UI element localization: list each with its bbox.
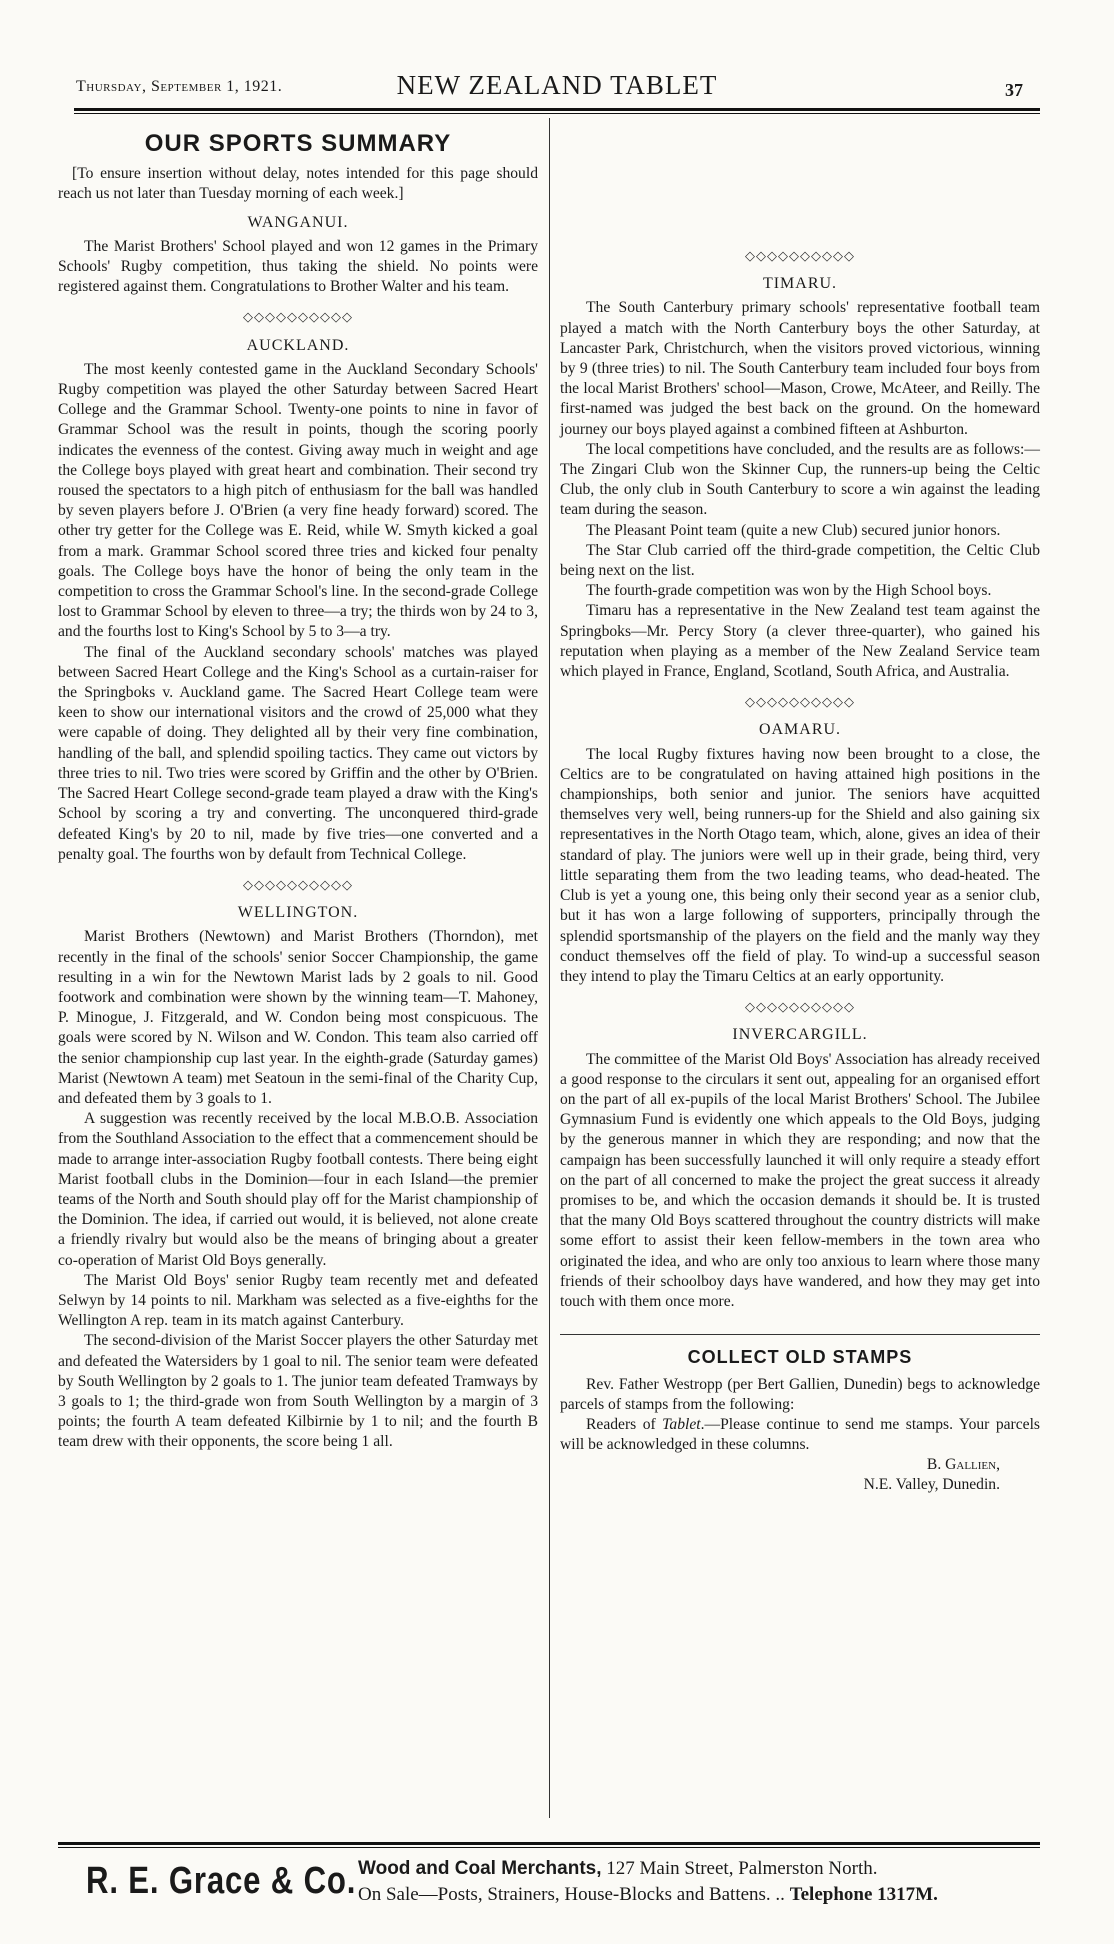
wellington-paragraph-1: Marist Brothers (Newtown) and Marist Brothers (Thorndon), met recently in the final of the schools' senior Soccer Championship, the game resulting in a win for the Newtown Marist lads by 2 goals to nil. Good footwork and combination were shown by the winning team—T. Mahoney, P. Minogue, J. Fitzgerald, and W. Condon being most conspicuous. The goals were scored by N. Wilson and W. Condon. This team also carried off the senior championship cup last year. In the eighth-grade (Saturday games) Marist (Newtown A team) met Seatoun in the semi-final of the Charity Cup, and defeated them by 3 goals to 1. [58, 928, 538, 1107]
auckland-heading: AUCKLAND. [246, 336, 350, 354]
ornament-divider: ◇◇◇◇◇◇◇◇◇◇ [745, 694, 855, 710]
ornament-divider: ◇◇◇◇◇◇◇◇◇◇ [745, 999, 855, 1015]
stamps-paragraph-1: Rev. Father Westropp (per Bert Gallien, Dunedin) begs to acknowledge parcels of stamps from the following: [560, 1376, 1040, 1414]
advertiser-products: On Sale—Posts, Strainers, House-Blocks and Battens. .. [358, 1884, 790, 1905]
advertiser-line-2 [358, 1884, 938, 1906]
wellington-heading: WELLINGTON. [237, 904, 359, 922]
right-column [560, 236, 1040, 1495]
masthead-title: NEW ZEALAND TABLET [396, 70, 718, 100]
page-number: 37 [1005, 80, 1023, 100]
wellington-paragraph-4: The second-division of the Marist Soccer players the other Saturday met and defeated the Watersiders by 1 goal to nil. The senior team were defeated by South Wellington by 2 goals to 1. The junior team defeated Tramways by 3 goals to 1; the third-grade won from South Wellington by a margin of 3 points; the fourth A team defeated Kilbirnie by 1 to nil; and the fourth B team drew with their opponents, the score being 1 all. [58, 1332, 538, 1451]
advertiser-trade: Wood and Coal Merchants, [358, 1858, 602, 1879]
stamps-address: N.E. Valley, Dunedin. [863, 1476, 1000, 1494]
timaru-heading: TIMARU. [762, 275, 838, 293]
timaru-paragraph-2: The local competitions have concluded, and the results are as follows:—The Zingari Club won the Skinner Cup, the runners-up being the Celtic Club, the only club in South Canterbury to score a win against the leading team during the season. [560, 440, 1040, 519]
collect-stamps-title: COLLECT OLD STAMPS [687, 1347, 913, 1368]
oamaru-paragraph: The local Rugby fixtures having now been brought to a close, the Celtics are to be congratulated on having attained high positions in the championships, both senior and junior. The seniors have acquitted themselves very well, being runners-up for the Shield and also gaining six representatives in the North Otago team, which, alone, gives an idea of their standard of play. The juniors were well up in their grade, being third, very little separating them from the two leading teams, who dead-heated. The Club is yet a young one, this being only their second year as a senior club, but it has won a large following of supporters, principally through the splendid sportsmanship of the players on the field and the manly way they conduct themselves off the field of play. To wind-up a successful season they intend to play the Timaru Celtics at an early opportunity. [560, 745, 1040, 985]
stamps-p2-post: .—Please continue to send me stamps. Your parcels will be acknowledged in these columns. [560, 1416, 1040, 1454]
advertiser-address: 127 Main Street, Palmerston North. [601, 1858, 878, 1879]
stamps-signature: B. Gallien, [926, 1456, 1000, 1474]
timaru-paragraph-3: The Pleasant Point team (quite a new Club) secured junior honors. [586, 521, 1001, 539]
timaru-paragraph-6: Timaru has a representative in the New Zealand test team against the Springboks—Mr. Percy Story (a clever three-quarter), who gained his reputation when playing as a member of the New Zealand Service team which played in France, England, Scotland, South Africa, and Australia. [560, 602, 1040, 681]
ornament-divider: ◇◇◇◇◇◇◇◇◇◇ [243, 309, 353, 325]
oamaru-heading: OAMARU. [758, 721, 842, 739]
wanganui-paragraph: The Marist Brothers' School played and won 12 games in the Primary Schools' Rugby competition, thus taking the shield. No points were registered against them. Congratulations to Brother Walter and his team. [58, 237, 538, 296]
stamps-p2-pre: Readers of [586, 1416, 663, 1434]
invercargill-paragraph: The committee of the Marist Old Boys' Association has already received a good response to the circulars it sent out, appealing for an organised effort on the part of all ex-pupils of the local Marist Brothers' School. The Jubilee Gymnasium Fund is evidently one which appeals to the Old Boys, judging by the generous manner in which they are responding; and now that the campaign has been successfully launched it will only require a steady effort on the part of all concerned to make the project the great success it already promises to be, and which the occasion demands it should be. It is trusted that the many Old Boys scattered throughout the country districts will make some effort to assist their keen fellow-members in the town area who originated the idea, and who are only too anxious to learn where those many friends of their schoolboy days have wandered, and how they may get into touch with them once more. [560, 1050, 1040, 1310]
advertiser-name: R. E. Grace & Co. [86, 1860, 357, 1902]
wellington-paragraph-3: The Marist Old Boys' senior Rugby team recently met and defeated Selwyn by 14 points to nil. Markham was selected as a five-eighths for the Wellington A rep. team in its match against Canterbury. [58, 1271, 538, 1330]
timaru-paragraph-1: The South Canterbury primary schools' representative football team played a match with the North Canterbury boys the other Saturday, at Lancaster Park, Christchurch, when the visitors proved victorious, winning by 9 (three tries) to nil. The South Canterbury team included four boys from the local Marist Brothers' school—Mason, Crowe, McAteer, and Reilly. The first-named was judged the best back on the ground. On the homeward journey our boys played against a combined fifteen at Ashburton. [560, 299, 1040, 438]
wanganui-heading: WANGANUI. [247, 213, 349, 231]
sports-summary-title: OUR SPORTS SUMMARY [144, 130, 452, 157]
invercargill-heading: INVERCARGILL. [732, 1026, 868, 1044]
stamps-p2-tablet: Tablet [662, 1416, 701, 1434]
ornament-divider: ◇◇◇◇◇◇◇◇◇◇ [243, 876, 353, 892]
advertiser-telephone: Telephone 1317M. [789, 1884, 938, 1905]
stamps-rule [560, 1334, 1040, 1335]
ornament-divider: ◇◇◇◇◇◇◇◇◇◇ [745, 248, 855, 263]
footer-rule [58, 1842, 1040, 1848]
stamps-paragraph-2 [560, 1415, 1040, 1455]
left-column [58, 128, 538, 1453]
wellington-paragraph-2: A suggestion was recently received by the local M.B.O.B. Association from the Southland Association to the effect that a commencement should be made to arrange inter-association Rugby football contests. There being eight Marist football clubs in the Dominion—four in each Island—the premier teams of the North and South should play off for the Marist championship of the Dominion. The idea, if carried out would, it is believed, not alone create a friendly rivalry but would also be the means of bringing about a greater co-operation of Marist Old Boys generally. [58, 1110, 538, 1269]
auckland-paragraph-2: The final of the Auckland secondary schools' matches was played between Sacred Heart College and the King's School as a curtain-raiser for the Springboks v. Auckland game. The Sacred Heart College team were keen to show our international visitors and the crowd of 25,000 what they were capable of doing. They delighted all by their very fine combination, handling of the ball, and splendid spoiling tactics. They came out victors by three tries to nil. Two tries were scored by Griffin and the other by O'Brien. The Sacred Heart College second-grade team played a draw with the King's School by scoring a try and converting. The unconquered third-grade defeated King's by 20 to nil, made by five tries—one converted and a penalty goal. The fourths won by default from Technical College. [58, 643, 538, 863]
collect-stamps-notice [560, 1375, 1040, 1495]
header-rule [74, 108, 1040, 114]
timaru-paragraph-4: The Star Club carried off the third-grade competition, the Celtic Club being next on the list. [560, 541, 1040, 580]
advertiser-line-1 [358, 1858, 878, 1880]
header-date: Thursday, September 1, 1921. [76, 78, 283, 95]
column-divider [549, 118, 550, 1818]
editorial-note: [To ensure insertion without delay, notes intended for this page should reach us not later than Tuesday morning of each week.] [58, 165, 538, 203]
timaru-paragraph-5: The fourth-grade competition was won by the High School boys. [586, 582, 992, 600]
auckland-paragraph-1: The most keenly contested game in the Auckland Secondary Schools' Rugby competition was played the other Saturday between Sacred Heart College and the Grammar School. Twenty-one points to nine in favor of Grammar School was the result in points, though the scoring poorly indicates the evenness of the contest. Giving away much in weight and age the College boys played with great heart and combination. Their second try roused the spectators to a high pitch of enthusiasm for the ball was handled by seven players before J. O'Brien (a very fine heady forward) scored. The other try getter for the College was E. Reid, while W. Smyth kicked a goal from a mark. Grammar School scored three tries and kicked four penalty goals. The College boys have the honor of being the only team in the competition to cross the Grammar School's line. In the second-grade College lost to Grammar School by eleven to three—a try; the thirds won by 24 to 3, and the fourths lost to King's School by 5 to 3—a try. [58, 360, 538, 641]
